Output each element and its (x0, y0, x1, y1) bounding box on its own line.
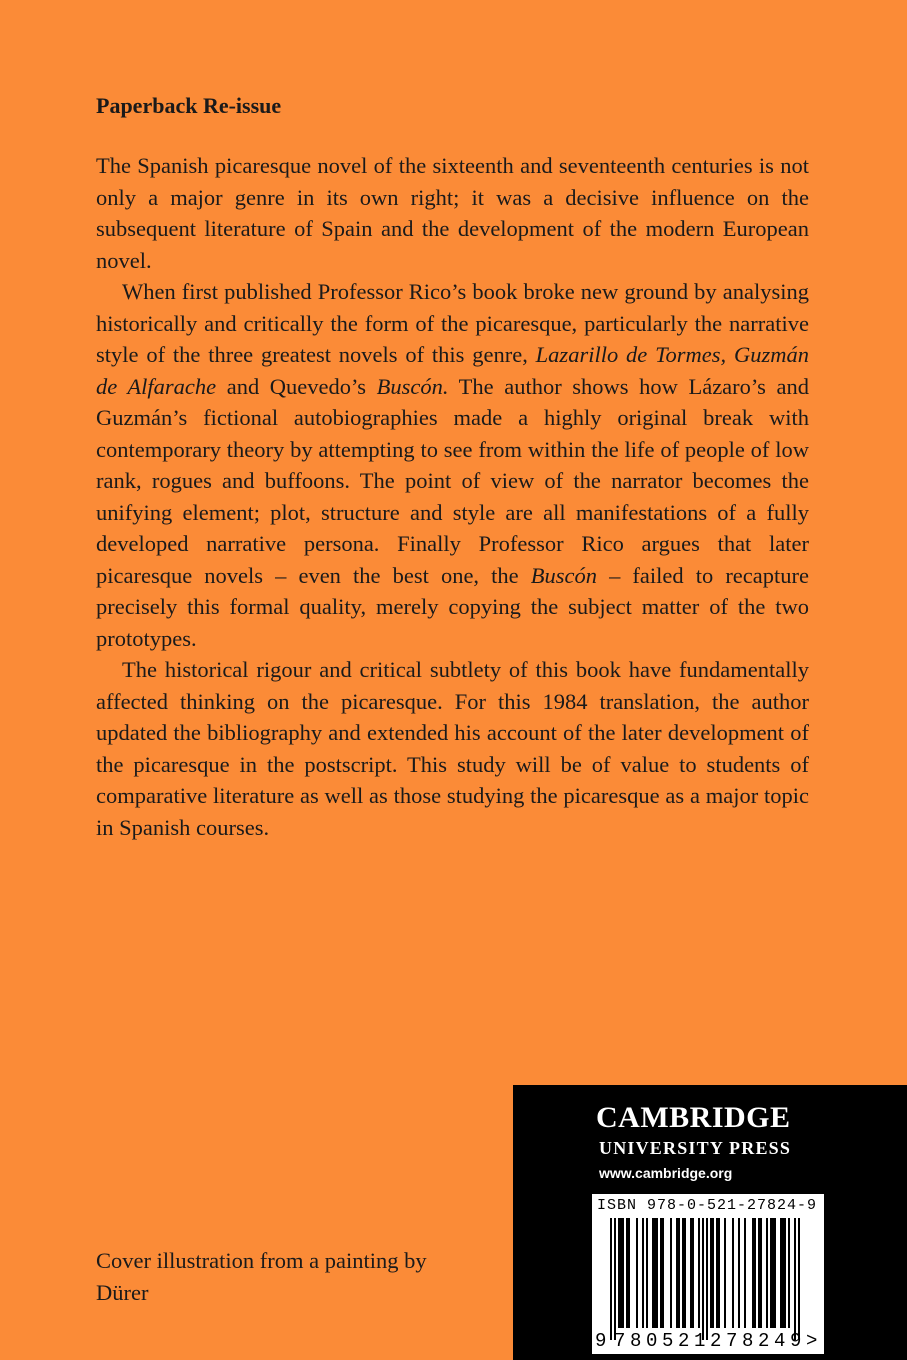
isbn-label: ISBN 978-0-521-27824-9 (597, 1197, 818, 1214)
barcode-bar (654, 1218, 656, 1328)
barcode-bar (780, 1218, 782, 1328)
barcode-bar (642, 1218, 644, 1328)
publisher-block (513, 1085, 907, 1360)
text-run: – failed to recapture precisely this formal quality, merely copying the subject matter of the two prototypes. (96, 562, 810, 651)
text-run: and Quevedo’s (216, 373, 377, 399)
barcode-bar (646, 1218, 648, 1328)
barcode-bar (766, 1218, 768, 1328)
barcode-bar (620, 1218, 622, 1328)
barcode-bar (732, 1218, 734, 1328)
barcode-bar (774, 1218, 776, 1328)
barcode-bar (676, 1218, 678, 1328)
publisher-url: www.cambridge.org (599, 1165, 733, 1181)
blurb-paragraph (96, 276, 809, 654)
text-run: The historical rigour and critical subtlety of this book have fundamentally affected thinking on the picaresque. For this 1984 translation, the author updated the bibliography and extended his account of the later development of the picaresque in the postscript. This study will be of value to students of comparative literature as well as those studying the picaresque as a major topic in Spanish courses. (96, 657, 809, 840)
text-run: The Spanish picaresque novel of the sixteenth and seventeenth centuries is not only a major genre in its own right; it was a decisive influence on the subsequent literature of Spain and the development of the modern European novel. (96, 153, 809, 273)
isbn-barcode (592, 1194, 824, 1354)
barcode-bar (662, 1218, 664, 1328)
barcode-bar (794, 1218, 796, 1340)
italic-title: Buscón (530, 562, 597, 588)
barcode-bar (636, 1218, 638, 1328)
barcode-bar (670, 1218, 672, 1328)
blurb-paragraph (96, 150, 809, 276)
barcode-bar (716, 1218, 718, 1328)
italic-title: Buscón. (376, 373, 449, 399)
barcode-bar (718, 1218, 720, 1328)
barcode-bar (652, 1218, 654, 1328)
barcode-bar (618, 1218, 620, 1328)
barcode-bar (610, 1218, 612, 1340)
barcode-bar (690, 1218, 692, 1328)
barcode-main-digits: 780521278249> (614, 1330, 823, 1352)
text-run: When first published Professor Rico’s book broke new ground by analysing historically and critically the form of the picaresque, particularly the narrative style of the three greatest novels of this genre, (96, 279, 809, 367)
cover-credit: Cover illustration from a painting by Dürer (96, 1248, 427, 1305)
blurb-paragraph (96, 654, 809, 843)
barcode-bar (744, 1218, 746, 1328)
barcode-bar (758, 1218, 760, 1328)
barcode-bar (738, 1218, 740, 1328)
barcode-bar (660, 1218, 662, 1328)
barcode-bar (784, 1218, 786, 1328)
section-heading: Paperback Re-issue (96, 93, 282, 118)
italic-title: Lazarillo de Tormes, Guzmán de Alfarache (96, 342, 809, 399)
blurb-text (96, 150, 809, 843)
text-run: The author shows how Lázaro’s and Guzmán’s fictional autobiographies made a highly original break with contemporary theory by attempting to see from within the life of people of low rank, rogues and buffoons. The point of view of the narrator becomes the unifying element; plot, structure and style are all manifestations of a fully developed narrative persona. Finally Professor Rico argues that later picaresque novels – even the best one, the (96, 373, 809, 588)
barcode-bar (614, 1218, 616, 1340)
barcode-bar (788, 1218, 790, 1328)
barcode-bar (710, 1218, 712, 1328)
barcode-bar (752, 1218, 754, 1328)
barcode-bar (656, 1218, 658, 1328)
publisher-press: UNIVERSITY PRESS (599, 1138, 792, 1158)
barcode-bar (782, 1218, 784, 1328)
barcode-bar (770, 1218, 772, 1328)
barcode-bar (684, 1218, 686, 1328)
barcode-bar (692, 1218, 694, 1328)
barcode-bar (698, 1218, 700, 1328)
barcode-bar (712, 1218, 714, 1328)
publisher-name: CAMBRIDGE (596, 1101, 791, 1134)
barcode-bar (628, 1218, 630, 1328)
barcode-bar (626, 1218, 628, 1328)
barcode-bar (760, 1218, 762, 1328)
barcode-bar (724, 1218, 726, 1328)
barcode-bar (798, 1218, 800, 1340)
barcode-lead-digit: 9 (595, 1330, 607, 1352)
barcode-bar (678, 1218, 680, 1328)
barcode-bar (702, 1218, 704, 1340)
barcode-bar (754, 1218, 756, 1328)
barcode-bar (682, 1218, 684, 1328)
barcode-bar (772, 1218, 774, 1328)
barcode-bar (706, 1218, 708, 1340)
barcode-bar (622, 1218, 624, 1328)
